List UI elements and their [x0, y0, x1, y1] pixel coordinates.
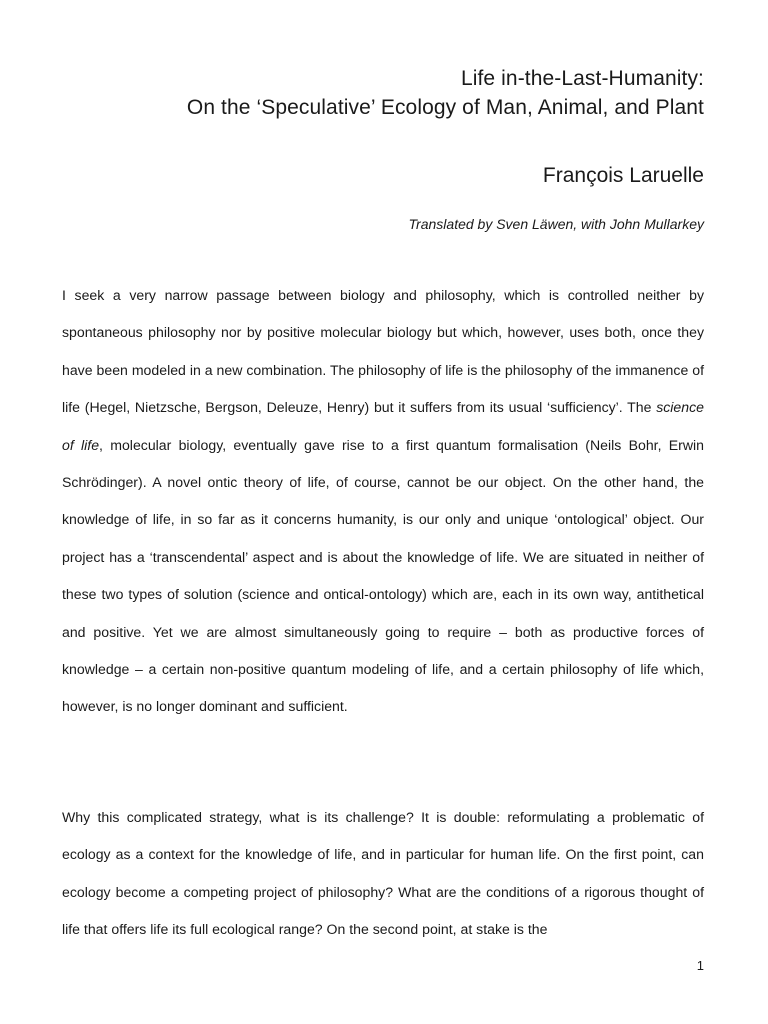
title-line-1: Life in-the-Last-Humanity: [460, 67, 704, 90]
title-line-2: On the ‘Speculative’ Ecology of Man, Animal, and Plant [186, 96, 704, 119]
document-page [62, 0, 704, 1024]
paragraph-1-italic: science of life [62, 399, 704, 453]
paragraph-1-text-a: I seek a very narrow passage between biology and philosophy, which is controlled neither by spontaneous philosophy nor by positive molecular biology but which, however, uses both, once they have been modeled in a new combination. The philosophy of life is the philosophy of the immanence of life (Hegel, Nietzsche, Bergson, Deleuze, Henry) but it suffers from its usual ‘sufficiency’. The [62, 287, 704, 416]
paragraph-1 [62, 277, 704, 726]
page-number: 1 [696, 958, 704, 973]
author-name: François Laruelle [542, 164, 704, 187]
paragraph-1-text-b: , molecular biology, eventually gave rise to a first quantum formalisation (Neils Bohr, Erwin Schrödinger). A novel ontic theory of life, of course, cannot be our object. On the other hand, the knowledge of life, in so far as it concerns humanity, is our only and unique ‘ontological’ object. Our project has a ‘transcendental’ aspect and is about the knowledge of life. We are situated in neither of these two types of solution (science and ontical-ontology) which are, each in its own way, antithetical and positive. Yet we are almost simultaneously going to require – both as productive forces of knowledge – a certain non-positive quantum modeling of life, and a certain philosophy of life which, however, is no longer dominant and sufficient. [62, 436, 705, 715]
translator-credit: Translated by Sven Läwen, with John Mullarkey [408, 216, 704, 232]
paragraph-2: Why this complicated strategy, what is its challenge? It is double: reformulating a problematic of ecology as a context for the knowledge of life, and in particular for human life. On the first point, can ecology become a competing project of philosophy? What are the conditions of a rigorous thought of life that offers life its full ecological range? On the second point, at stake is the [62, 809, 704, 938]
document-title [187, 64, 704, 122]
